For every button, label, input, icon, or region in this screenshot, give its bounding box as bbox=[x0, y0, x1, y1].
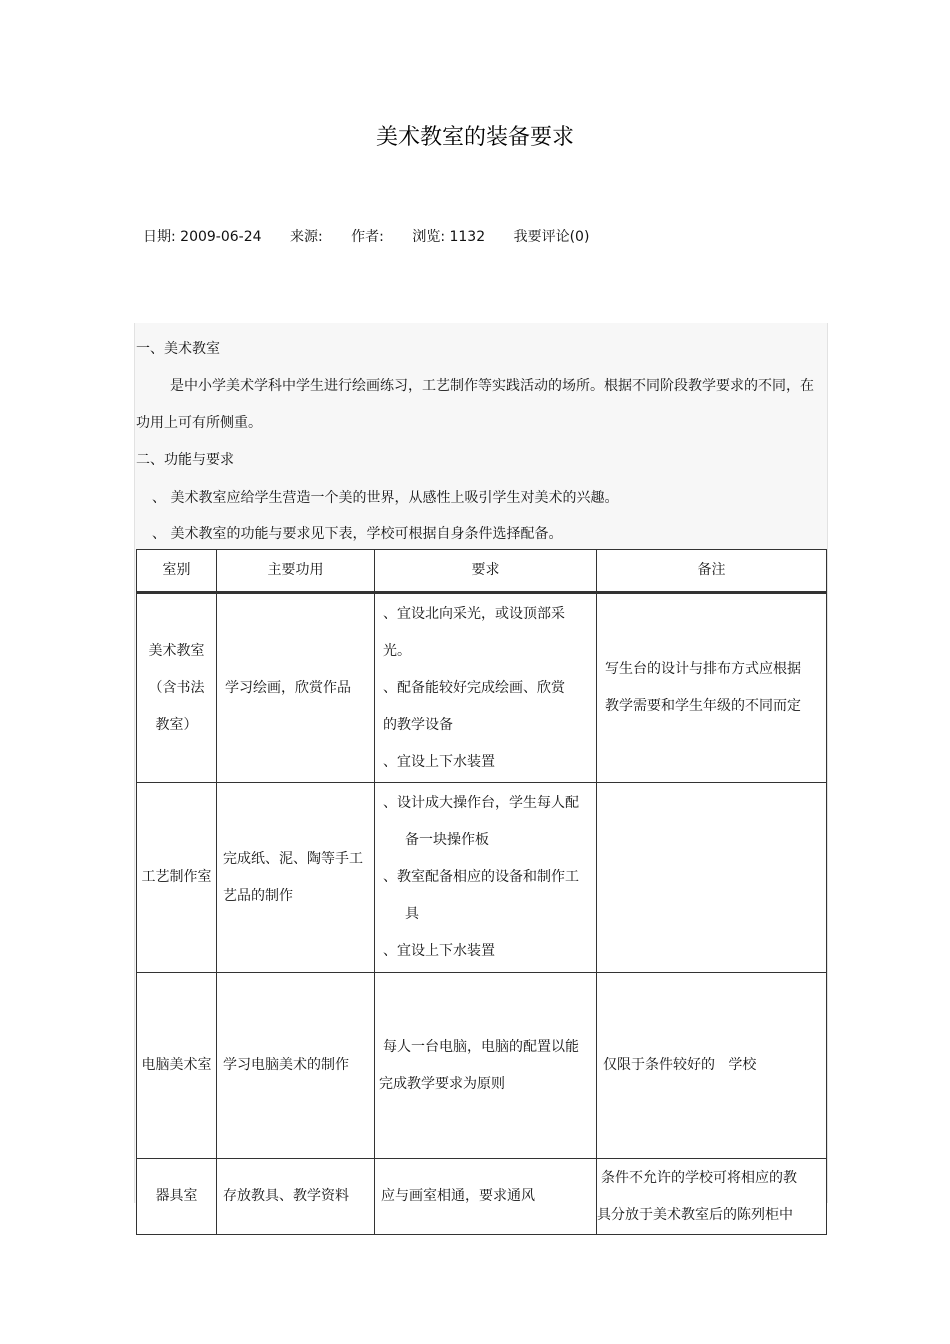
meta-source: 来源: bbox=[289, 229, 323, 245]
cell-requirements bbox=[375, 593, 597, 783]
table-row bbox=[137, 1159, 827, 1235]
cell-text: 具分放于美术教室后的陈列柜中 bbox=[597, 1206, 793, 1223]
section-heading-2: 二、功能与要求 bbox=[136, 452, 234, 468]
header-requirements: 要求 bbox=[375, 550, 597, 593]
table-row bbox=[137, 973, 827, 1159]
cell-text: 备一块操作板 bbox=[405, 832, 489, 848]
table-row bbox=[137, 783, 827, 973]
table-row bbox=[137, 593, 827, 783]
cell-text: 光。 bbox=[383, 642, 411, 659]
section-1-paragraph-line-1: 是中小学美术学科中学生进行绘画练习，工艺制作等实践活动的场所。根据不同阶段教学要求的不同，在 bbox=[170, 378, 814, 394]
cell-text: 艺品的制作 bbox=[223, 887, 293, 904]
cell-text: 条件不允许的学校可将相应的教 bbox=[601, 1169, 797, 1186]
cell-text: 写生台的设计与排布方式应根据 bbox=[605, 661, 801, 677]
cell-text: 、配备能较好完成绘画、欣赏 bbox=[383, 679, 565, 696]
meta-views: 浏览: 1132 bbox=[412, 229, 486, 245]
meta-author: 作者: bbox=[351, 229, 384, 245]
cell-text: 器具室 bbox=[155, 1188, 198, 1204]
cell-notes bbox=[597, 783, 827, 973]
cell-room bbox=[137, 593, 217, 783]
cell-text: 仅限于条件较好的 学校 bbox=[603, 1057, 757, 1073]
cell-notes bbox=[597, 593, 827, 783]
cell-text: 完成纸、泥、陶等手工 bbox=[223, 850, 363, 867]
cell-text: 、教室配备相应的设备和制作工 bbox=[383, 869, 579, 885]
cell-text: 、设计成大操作台，学生每人配 bbox=[383, 795, 579, 811]
cell-text: 教室） bbox=[155, 716, 198, 733]
cell-text: 具 bbox=[405, 906, 419, 922]
section-1-paragraph-line-2: 功用上可有所侧重。 bbox=[136, 415, 262, 431]
cell-requirements bbox=[375, 973, 597, 1159]
table-header-row bbox=[137, 550, 827, 593]
cell-use bbox=[217, 783, 375, 973]
section-2-item-1: 、 美术教室应给学生营造一个美的世界，从感性上吸引学生对美术的兴趣。 bbox=[152, 490, 619, 506]
cell-text: 教学需要和学生年级的不同而定 bbox=[605, 698, 801, 714]
section-heading-1: 一、美术教室 bbox=[136, 341, 220, 357]
cell-text: 工艺制作室 bbox=[141, 869, 212, 885]
cell-use: 存放教具、教学资料 bbox=[217, 1159, 375, 1235]
cell-text: 应与画室相通，要求通风 bbox=[381, 1188, 535, 1204]
cell-notes bbox=[597, 973, 827, 1159]
cell-text: 、宜设上下水装置 bbox=[383, 753, 495, 770]
cell-requirements bbox=[375, 1159, 597, 1235]
cell-requirements bbox=[375, 783, 597, 973]
cell-notes bbox=[597, 1159, 827, 1235]
cell-text: 完成教学要求为原则 bbox=[379, 1075, 505, 1092]
page-title: 美术教室的装备要求 bbox=[375, 125, 574, 150]
header-notes: 备注 bbox=[597, 550, 827, 593]
comment-link[interactable]: 我要评论(0) bbox=[513, 229, 590, 245]
cell-text: 的教学设备 bbox=[383, 716, 453, 733]
cell-text: 、宜设北向采光，或设顶部采 bbox=[383, 605, 565, 622]
section-2-item-2: 、 美术教室的功能与要求见下表，学校可根据自身条件选择配备。 bbox=[152, 526, 563, 542]
article-meta bbox=[143, 226, 589, 246]
cell-text: 美术教室 bbox=[148, 642, 205, 659]
cell-room bbox=[137, 1159, 217, 1235]
cell-room bbox=[137, 783, 217, 973]
header-room: 室别 bbox=[137, 550, 217, 593]
cell-use: 学习绘画，欣赏作品 bbox=[217, 593, 375, 783]
cell-text: 每人一台电脑，电脑的配置以能 bbox=[383, 1038, 579, 1055]
cell-room bbox=[137, 973, 217, 1159]
meta-date: 日期: 2009-06-24 bbox=[143, 229, 262, 245]
cell-text: （含书法 bbox=[148, 679, 205, 696]
cell-use: 学习电脑美术的制作 bbox=[217, 973, 375, 1159]
cell-text: 、宜设上下水装置 bbox=[383, 943, 495, 959]
equipment-table bbox=[136, 549, 827, 1235]
header-use: 主要功用 bbox=[217, 550, 375, 593]
cell-text: 电脑美术室 bbox=[141, 1057, 212, 1073]
